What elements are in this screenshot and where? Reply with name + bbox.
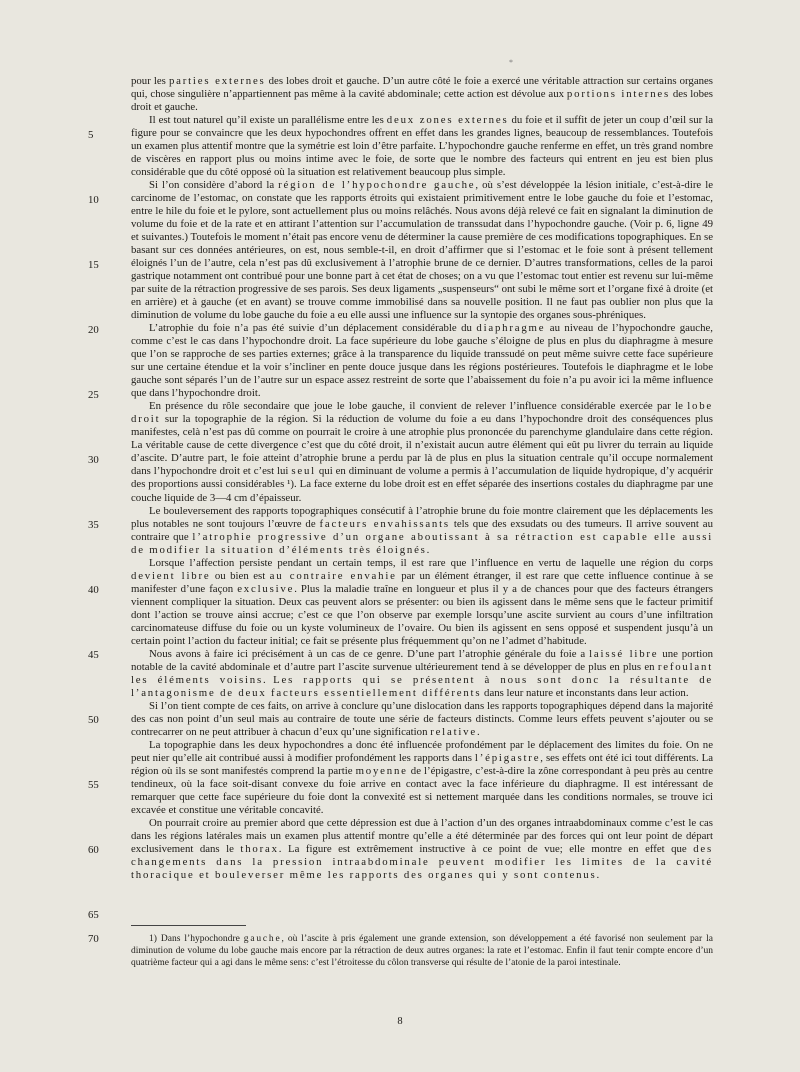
text-run: , où s’est développée la lésion initiale, c’est-à-dire le carcinome de l’estomac, on constate que les rapports étroits qui existaient primitivement entre le lobe gauche du foie et l’estomac, entre le hile du foie et le pylore, sont actuellement plus ou moins relâchés. Nous avons déjà relevé ce fait en signalant la diminution de volume du foie et de la rate et en attirant l’attention sur l’accumulation de transsudat dans l’hypochondre gauche. (Voir p. 6, ligne 49 et suivantes.) Toutefois le moment n’était pas encore venu de déterminer la cause première de ces modifications topographiques. En se basant sur ces données antérieures, on est, nous semble-t-il, en droit d’affirmer que si l’estomac et le foie sont à présent tellement éloignés l’un de l’autre, cela n’est pas dû exclusivement à l’atrophie brune de ce dernier. D’autres transformations, celles de la paroi gastrique notamment ont contribué pour une bonne part à cet état de choses; on a vu que l’estomac tout entier est revenu sur lui-même par suite de la rétraction progressive de ses parois. Ses deux ligaments „suspenseurs“ ont subi le même sort et l’organe fixé à droite (et en arrière) et à gauche (et en avant) se trouve comme immobilisé dans sa nouvelle position. Il ne faut pas oublier non plus que la diminution de volume du lobe gauche du foie a eu elle aussi une influence sur la syntopie des organes sous-phréniques. — [131, 179, 714, 322]
spaced-emphasis: au contraire envahie — [269, 569, 397, 582]
page-number: 8 — [397, 1016, 403, 1027]
spaced-emphasis: l’atrophie progressive d’un organe aboutissant à sa rétraction est capable elle aussi de modifier la situation d’éléments très éloignés. — [131, 530, 713, 556]
spaced-emphasis: deux zones externes — [386, 114, 509, 127]
text-run: dans leur nature et inconstants dans leur action. — [481, 686, 689, 699]
spaced-emphasis: refoulant les éléments voisins — [131, 660, 713, 686]
paragraph — [131, 75, 713, 114]
footnote — [131, 933, 713, 969]
text-run: . — [476, 725, 480, 738]
text-run: qui en diminuant de volume a permis à l’accumulation de liquide hydropique, d’y acquérir des proportions aussi considérables ¹). La face externe du lobe droit est en effet séparée des insertions costales du diaphragme par une couche liquide de 3—4 cm d’épaisseur. — [131, 465, 713, 504]
paragraph — [131, 114, 713, 179]
spaced-emphasis: relative — [430, 725, 477, 738]
paragraph — [131, 322, 713, 400]
line-number: 65 — [88, 909, 99, 921]
line-number: 35 — [88, 519, 99, 531]
paragraph — [131, 700, 713, 739]
paragraph — [131, 648, 713, 700]
spaced-emphasis: seul — [291, 465, 316, 478]
text-run: . La figure est extrêmement instructive à ce point de vue; elle montre en effet que — [278, 842, 694, 855]
paragraph — [131, 179, 713, 322]
paragraph — [131, 739, 713, 817]
spaced-emphasis: des changements dans la pression intraabdominale peuvent modifier les limites de la cavité thoracique et bouleverser même les rapports des organes qui y sont contenus. — [131, 842, 714, 881]
spaced-emphasis: Les rapports qui se présentent à nous sont donc la résultante de l’antagonisme de deux facteurs essentiellement différents — [131, 673, 713, 699]
line-number: 25 — [88, 389, 99, 401]
spaced-emphasis: diaphragme — [476, 322, 546, 335]
text-run: Il est tout naturel qu’il existe un parallélisme entre les — [149, 114, 387, 127]
text-run: pour les — [131, 75, 169, 87]
text-run: L’atrophie du foie n’a pas été suivie d’un déplacement considérable du — [149, 322, 477, 335]
spaced-emphasis: facteurs envahissants — [319, 517, 450, 530]
text-run: En présence du rôle secondaire que joue le lobe gauche, il convient de relever l’influence considérable exercée par le — [149, 400, 688, 413]
line-number: 50 — [88, 714, 99, 726]
text-run: de l’épigastre, c’est-à-dire la zône correspondant à peu près au centre tendineux, où la face soit-disant convexe du foie arrive en contact avec la face inférieure du diaphragme. Il est intéressant de remarquer que cette face supérieure du foie dont la convexité est si nettement marquée dans les conditions normales, se trouve ici excavée et constitue une véritable concavité. — [131, 764, 713, 816]
text-run: On pourrait croire au premier abord que cette dépression est due à l’action d’un des organes intraabdominaux comme c’est le cas dans les régions latérales mais un examen plus attentif montre qu’elle a été déterminée par des forces qui ont leur point de départ exclusivement dans le — [131, 816, 713, 855]
line-number: 70 — [88, 933, 99, 945]
spaced-emphasis: moyenne — [355, 764, 408, 777]
text-run: , ses effets ont été ici tout différents. La région où ils se sont manifestés comprend la partie — [131, 751, 714, 777]
text-run: tels que des exsudats ou des tumeurs. Il arrive souvent au contraire que — [131, 517, 713, 543]
spaced-emphasis: gauche — [243, 934, 282, 944]
line-number: 45 — [88, 649, 99, 661]
line-number: 55 — [88, 779, 99, 791]
text-run: une portion notable de la cavité abdominale et d’autre part l’ascite survenue ultérieurement tend à se développer de plus en plus en — [131, 647, 713, 673]
line-number: 20 — [88, 324, 99, 336]
paragraph — [131, 557, 713, 648]
text-run: Dans l’hypochondre — [160, 934, 244, 944]
line-number: 10 — [88, 194, 99, 206]
spaced-emphasis: thorax — [240, 842, 279, 855]
footnote-paragraph — [131, 933, 713, 969]
text-run: Le bouleversement des rapports topographiques consécutif à l’atrophie brune du foie montre clairement que les déplacements les plus notables ne sont toujours l’œuvre de — [131, 504, 713, 530]
text-run: par un élément étranger, il est rare que cette influence continue à se manifester d’une façon — [131, 569, 713, 595]
line-number: 60 — [88, 844, 99, 856]
spaced-emphasis: portions internes — [566, 88, 670, 101]
spaced-emphasis: région de l’hypochondre gauche — [278, 179, 476, 192]
text-run: des lobes droit et gauche. D’un autre côté le foie a exercé une véritable attraction sur certains organes qui, chose singulière n’appartiennent pas même à la cavité abdominale; cette action est dévolue aux — [131, 75, 714, 101]
text-run: Si l’on considère d’abord la — [149, 179, 279, 192]
footnote-rule — [131, 925, 246, 926]
spaced-emphasis: laissé libre — [589, 647, 659, 660]
text-run: au niveau de l’hypochondre gauche, comme c’est le cas dans l’hypochondre droit. La face supérieure du lobe gauche s’éloigne de plus en plus du diaphragme à mesure que l’on se rapproche de ses parties externes; grâce à la transparence du liquide transsudé on peut même suivre cette face supérieure sur une certaine étendue et la voir s’incliner en pente douce jusque dans les régions postérieures. Toutefois le diaphragme et le lobe gauche sont séparés l’un de l’autre sur un espace assez restreint de sorte que l’abaissement du foie n’a pu avoir ici la même influence que dans l’hypochondre droit. — [131, 322, 713, 400]
spaced-emphasis: exclusive — [237, 582, 295, 595]
line-number: 30 — [88, 454, 99, 466]
text-run: . — [262, 673, 274, 686]
spaced-emphasis: l’épigastre — [474, 751, 541, 764]
body-text — [131, 75, 713, 882]
text-run: . Plus la maladie traîne en longueur et plus il y a de chances pour que des facteurs étrangers viennent compliquer la situation. Deux cas peuvent alors se présenter: ou bien ils agissent dans le même sens que le facteur primitif dont l’action se trouve ainsi accrue; c’est ce que l’on observe par exemple lorsqu’une ascite survient au cours d’une infiltration carcinomateuse diffuse du foie ou un kyste volumineux de l’ovaire. Ou bien ils agissent en sens opposé et suspendent jusqu’à un certain point l’action du facteur initial; ce fait se présente plus fréquemment qu’on ne l’admet d’habitude. — [131, 582, 713, 647]
paragraph — [131, 505, 713, 557]
page-mark: * — [509, 58, 513, 67]
text-run: , où l’ascite à pris également une grande extension, son développement a été favorisé non seulement par la diminution de volume du lobe gauche mais encore par la rétraction de deux autres organes: la rate et l’estomac. Enfin il faut tenir compte encore d’un quatrième facteur qui a agi dans le même sens: c’est l’étroitesse du côlon transverse qui résulte de l’atonie de la paroi intestinale. — [131, 934, 713, 968]
text-run: Lorsque l’affection persiste pendant un certain temps, il est rare que l’influence en vertu de laquelle une région du corps — [149, 556, 713, 569]
footnote-marker: 1) — [149, 934, 157, 944]
line-number: 5 — [88, 129, 94, 141]
paragraph — [131, 817, 713, 882]
text-run: Nous avons à faire ici précisément à un cas de ce genre. D’une part l’atrophie générale du foie a — [149, 647, 590, 660]
line-number: 15 — [88, 259, 99, 271]
spaced-emphasis: devient libre — [131, 569, 211, 582]
line-number: 40 — [88, 584, 99, 596]
text-run: du foie et il suffit de jeter un coup d’œil sur la figure pour se convaincre que les deux hypochondres offrent en effet dans les grandes lignes, beaucoup de ressemblances. Toutefois un examen plus attentif montre que la symétrie est loin d’être parfaite. L’hypochondre gauche renferme en effet, un très grand nombre de viscères en rapport plus ou moins intime avec le foie, de sorte que le nombre des facteurs qui entrent en jeu est bien plus considérable que du côté opposé où la situation est relativement beaucoup plus simple. — [131, 114, 714, 179]
text-run: ou bien est — [210, 569, 270, 582]
text-run: La topographie dans les deux hypochondres a donc été influencée profondément par le déplacement des limites du foie. On ne peut nier qu’elle ait contribué aussi à modifier profondément les rapports dans — [131, 738, 713, 764]
paragraph — [131, 400, 713, 504]
spaced-emphasis: lobe droit — [131, 400, 713, 426]
text-run: des lobes droit et gauche. — [131, 88, 713, 114]
spaced-emphasis: parties externes — [168, 75, 266, 87]
text-run: sur la topographie de la région. Si la réduction de volume du foie a eu dans l’hypochondre droit des conséquences plus manifestes, celà n’est pas dû comme on pourrait le croire à une atrophie plus prononcée du parenchyme glandulaire dans cette région. La véritable cause de cette divergence c’est que du côté droit, il n’existait aucun autre élément qui eût pu livrer du terrain au liquide d’ascite. D’autre part, le foie atteint d’atrophie brune a perdu par là de plus en plus la situation centrale qu’il occupe normalement dans l’hypochondre droit et c’est lui — [131, 413, 713, 478]
text-run: Si l’on tient compte de ces faits, on arrive à conclure qu’une dislocation dans les rapports topographiques dépend dans la majorité des cas non point d’un seul mais au contraire de toute une série de facteurs distincts. Comme leurs effets peuvent s’ajouter ou se contrecarrer on ne peut attribuer à chacun d’eux qu’une signification — [131, 699, 713, 738]
